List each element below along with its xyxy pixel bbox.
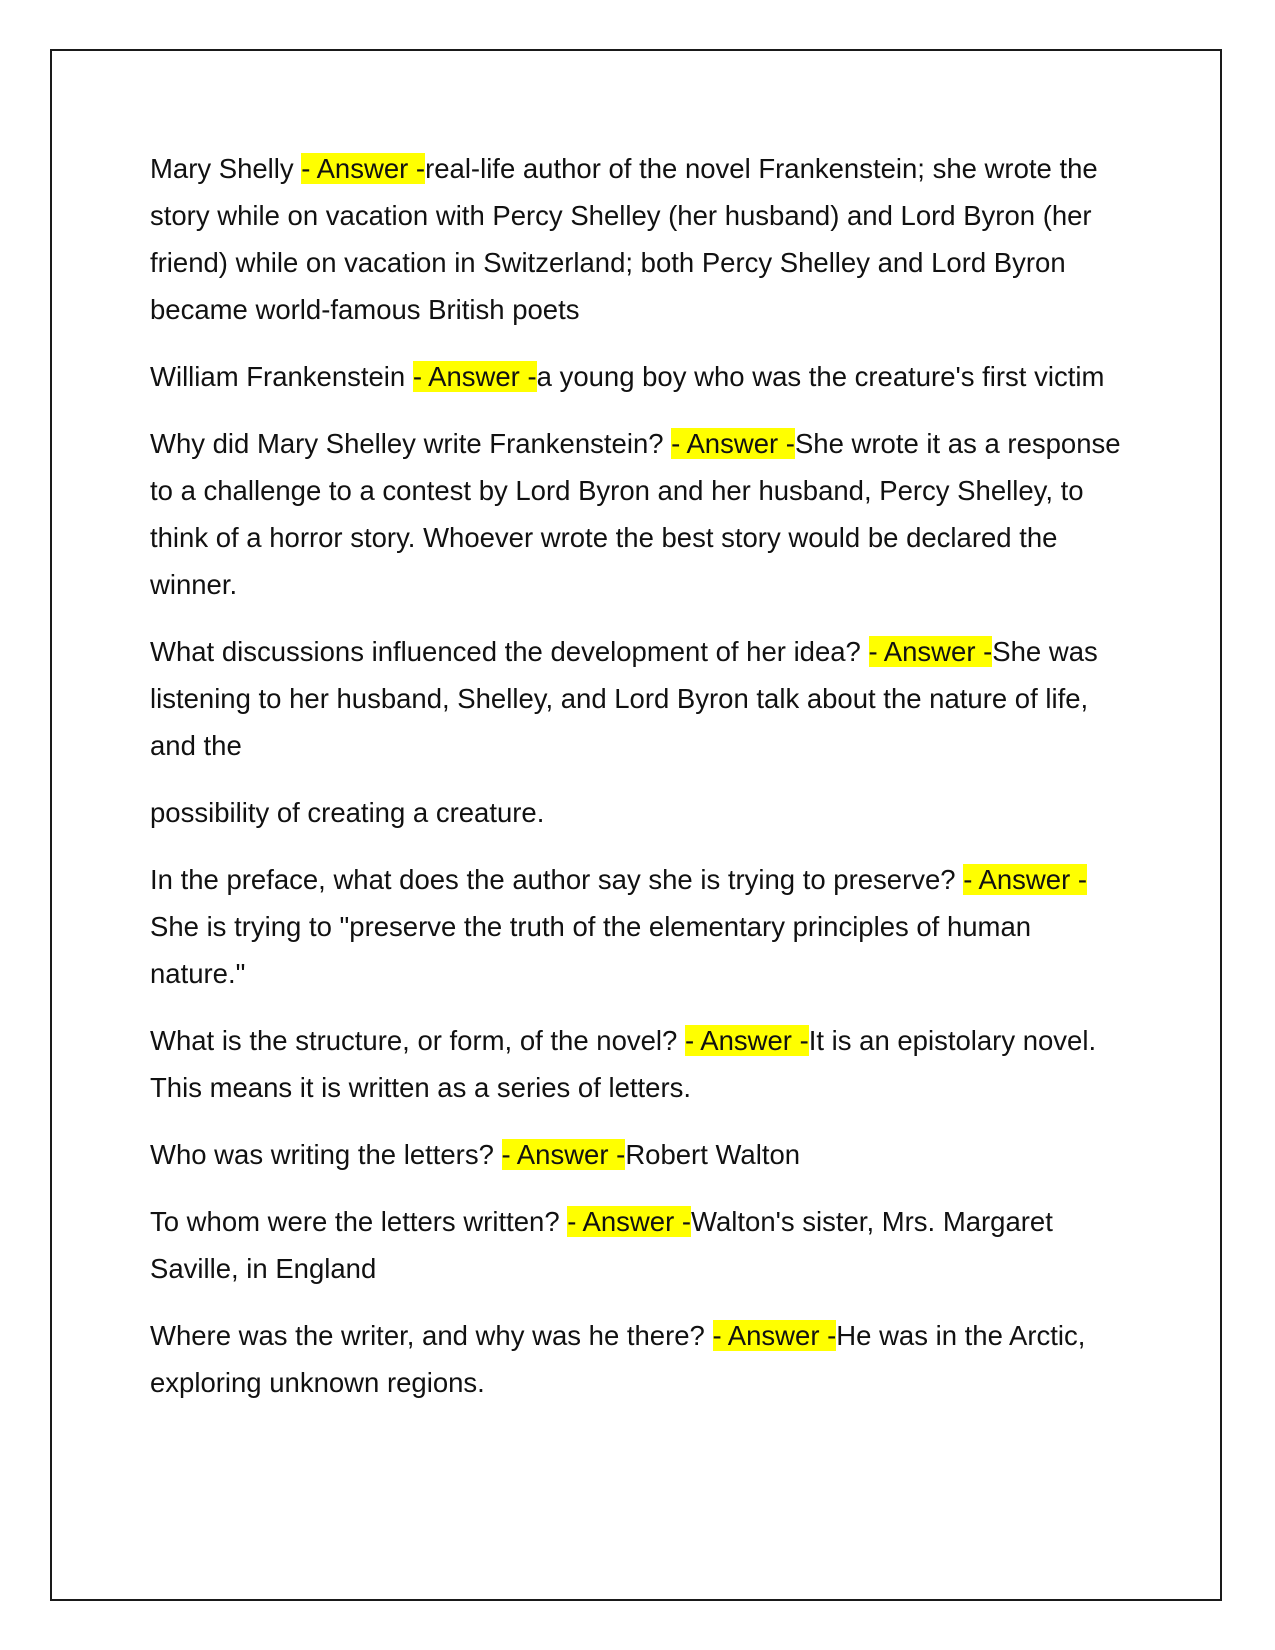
question-text: In the preface, what does the author say she is trying to preserve? [150,864,964,895]
answer-text: possibility of creating a creature. [150,797,545,828]
qa-item [150,628,1125,769]
answer-marker: - Answer - [671,428,795,459]
answer-marker: - Answer - [412,361,537,392]
answer-marker: - Answer - [712,1320,837,1351]
answer-text: Robert Walton [625,1139,801,1170]
answer-marker: - Answer - [963,864,1088,895]
answer-marker: - Answer - [567,1206,692,1237]
qa-item [150,353,1125,400]
answer-marker: - Answer - [868,636,993,667]
qa-item [150,856,1125,997]
question-text: William Frankenstein [150,361,413,392]
answer-text: a young boy who was the creature's first victim [536,361,1105,392]
answer-marker: - Answer - [501,1139,626,1170]
answer-text: She is trying to "preserve the truth of the elementary principles of human nature." [150,911,1032,989]
answer-text: real-life author of the novel Frankenstein; she wrote the story while on vacation with Percy Shelley (her husband) and Lord Byron (her friend) while on vacation in Switzerland; both Percy Shelley and Lord Byron became world-famous British poets [150,153,1098,325]
answer-marker: - Answer - [684,1025,809,1056]
answer-text: He was in the Arctic, exploring unknown regions. [150,1320,1086,1398]
question-text: Where was the writer, and why was he there? [150,1320,713,1351]
qa-item [150,1312,1125,1406]
question-text: What discussions influenced the development of her idea? [150,636,869,667]
question-text: Who was writing the letters? [150,1139,502,1170]
qa-item [150,420,1125,608]
answer-marker: - Answer - [301,153,426,184]
answer-text: She was listening to her husband, Shelley, and Lord Byron talk about the nature of life, and the [150,636,1098,761]
qa-item [150,789,1125,836]
answer-text: It is an epistolary novel. This means it is written as a series of letters. [150,1025,1097,1103]
question-text: What is the structure, or form, of the novel? [150,1025,685,1056]
qa-item [150,1131,1125,1178]
question-text: To whom were the letters written? [150,1206,568,1237]
question-text: Why did Mary Shelley write Frankenstein? [150,428,672,459]
qa-item [150,1198,1125,1292]
qa-item [150,1017,1125,1111]
qa-item [150,145,1125,333]
answer-text: She wrote it as a response to a challenge to a contest by Lord Byron and her husband, Percy Shelley, to think of a horror story. Whoever wrote the best story would be declared the winner. [150,428,1121,600]
question-text: Mary Shelly [150,153,302,184]
document-body [150,145,1125,1426]
answer-text: Walton's sister, Mrs. Margaret Saville, in England [150,1206,1053,1284]
